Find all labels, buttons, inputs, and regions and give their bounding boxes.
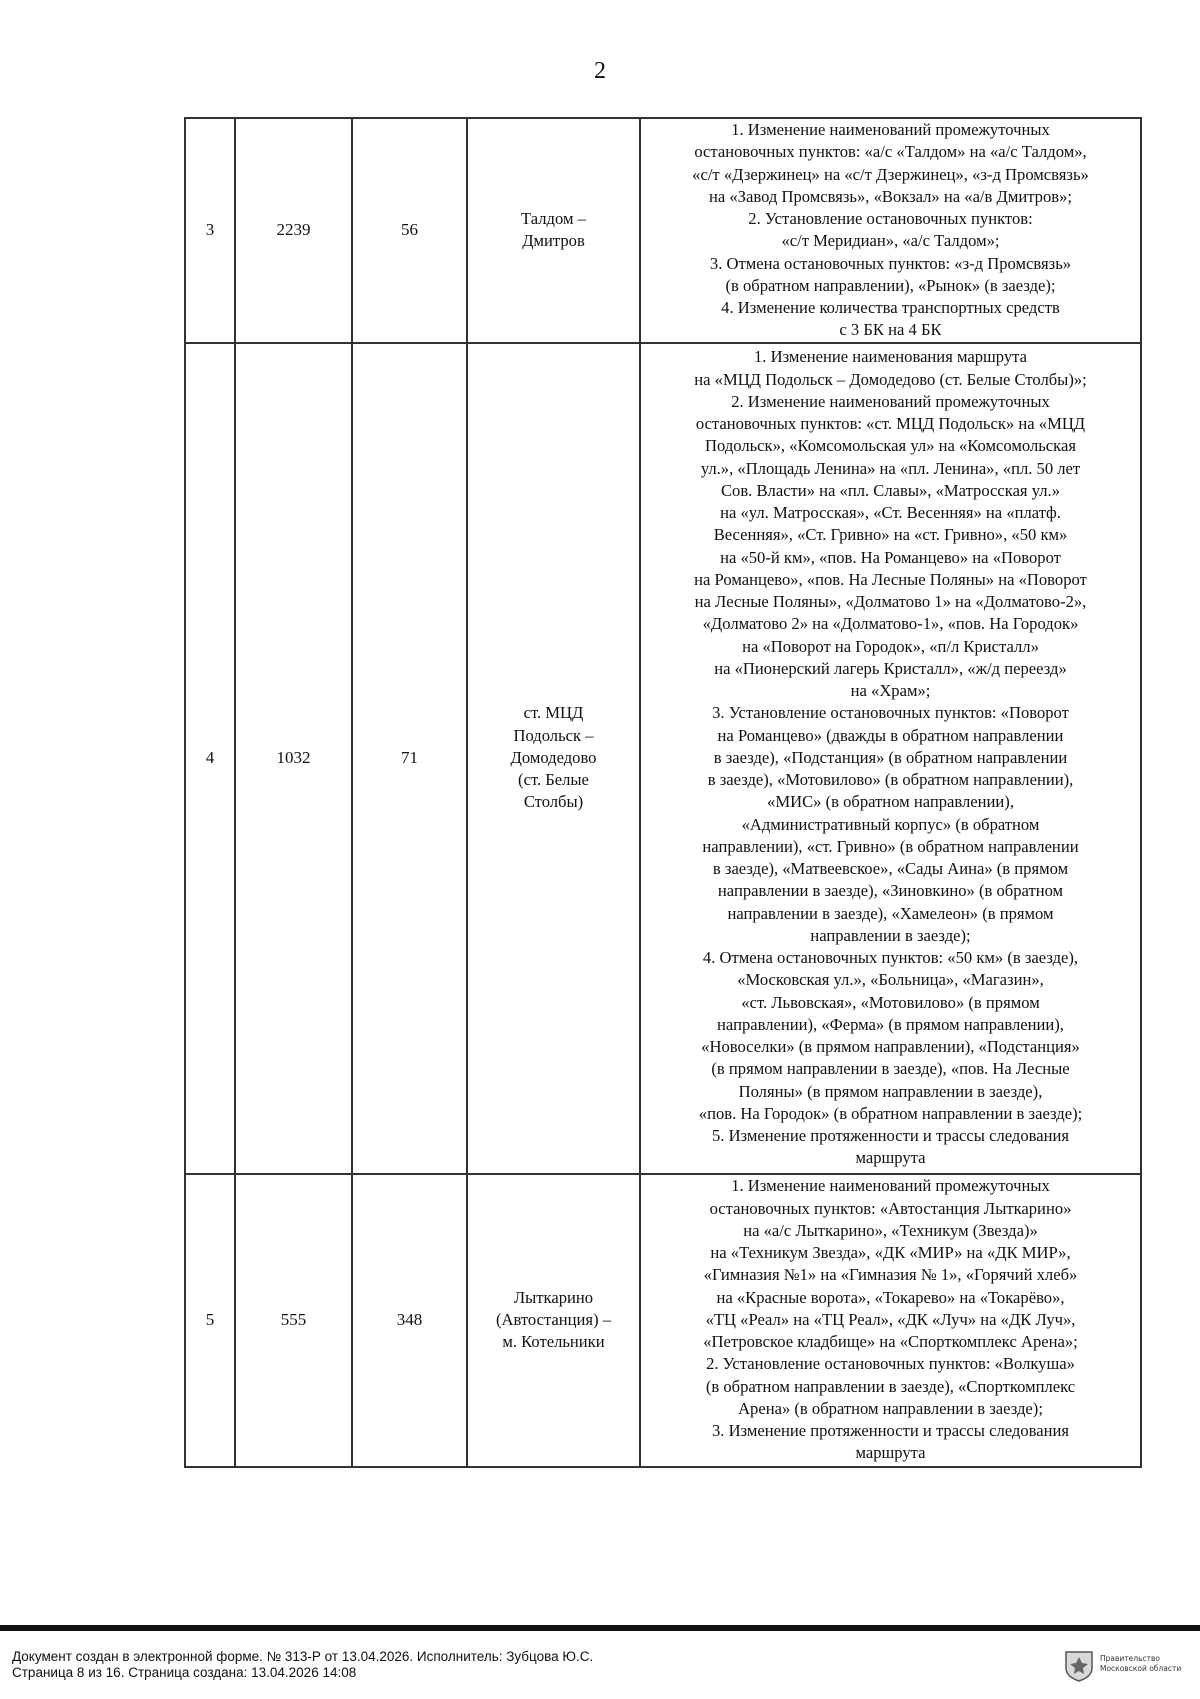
changes-line: с 3 БК на 4 БК <box>839 320 942 340</box>
changes-line: на Романцево» (дважды в обратном направлении <box>717 725 1064 745</box>
route-name-cell <box>467 343 640 1174</box>
changes-line: 2. Установление остановочных пунктов: <box>748 209 1033 228</box>
changes-line: в заезде), «Мотовилово» (в обратном направлении), <box>707 770 1074 790</box>
route-code-cell: 555 <box>235 1174 352 1467</box>
changes-line: остановочных пунктов: «Автостанция Лыткарино» <box>709 1198 1072 1218</box>
table-row <box>185 1174 1141 1467</box>
route-name-line: Талдом – <box>521 209 586 228</box>
changes-line: 3. Изменение протяженности и трассы следования <box>711 1421 1069 1441</box>
changes-line: на «Техникум Звезда», «ДК «МИР» на «ДК МИР», <box>710 1243 1071 1263</box>
changes-line: остановочных пунктов: «ст. МЦД Подольск» на «МЦД <box>695 414 1086 434</box>
changes-line: на «Поворот на Городок», «п/л Кристалл» <box>742 636 1039 656</box>
changes-line: 4. Отмена остановочных пунктов: «50 км» (в заезде), <box>702 948 1079 968</box>
changes-line: на «МЦД Подольск – Домодедово (ст. Белые Столбы)»; <box>694 369 1087 389</box>
changes-line: направлении в заезде), «Хамелеон» (в прямом <box>727 903 1054 923</box>
route-name-line: Домодедово <box>510 747 597 767</box>
changes-line: направлении в заезде), «Зиновкино» (в обратном <box>717 881 1064 901</box>
route-name-line: Лыткарино <box>513 1287 594 1307</box>
changes-line: Арена» (в обратном направлении в заезде); <box>738 1398 1043 1418</box>
changes-line: на «50-й км», «пов. На Романцево» на «Поворот <box>720 547 1061 567</box>
changes-line: 1. Изменение наименований промежуточных <box>731 120 1050 139</box>
changes-line: 3. Установление остановочных пунктов: «Поворот <box>712 703 1069 723</box>
row-number-cell: 4 <box>185 343 235 1174</box>
changes-line: остановочных пунктов: «а/с «Талдом» на «а/с Талдом», <box>694 142 1087 162</box>
changes-line: Весенняя», «Ст. Гривно» на «ст. Гривно», «50 км» <box>713 525 1068 545</box>
changes-line: Поляны» (в прямом направлении в заезде), <box>738 1081 1043 1101</box>
changes-line: «с/т Меридиан», «а/с Талдом»; <box>781 231 1000 251</box>
changes-line: на Лесные Поляны», «Долматово 1» на «Долматово-2», <box>694 592 1087 612</box>
changes-line: «пов. На Городок» (в обратном направлении в заезде); <box>698 1103 1083 1123</box>
changes-line: на «ул. Матросская», «Ст. Весенняя» на «платф. <box>720 503 1061 523</box>
changes-line: 1. Изменение наименований промежуточных <box>731 1176 1050 1196</box>
route-name-line: Столбы) <box>523 792 584 812</box>
route-name-line: Подольск – <box>513 725 594 745</box>
changes-line: Сов. Власти» на «пл. Славы», «Матросская ул.» <box>720 480 1061 500</box>
changes-line: «с/т «Дзержинец» на «с/т Дзержинец», «з-д Промсвязь» <box>692 164 1089 184</box>
changes-cell <box>640 343 1141 1174</box>
changes-line: «ст. Львовская», «Мотовилово» (в прямом <box>741 992 1040 1012</box>
count-cell: 348 <box>352 1174 467 1467</box>
changes-line: в заезде), «Подстанция» (в обратном направлении <box>713 747 1068 767</box>
changes-line: «Административный корпус» (в обратном <box>741 814 1040 834</box>
route-name-line: Дмитров <box>522 231 585 251</box>
footer-document-info <box>12 1649 593 1681</box>
changes-line: (в обратном направлении в заезде), «Спорткомплекс <box>705 1376 1076 1396</box>
changes-line: направлении в заезде); <box>810 925 971 945</box>
row-number-cell: 5 <box>185 1174 235 1467</box>
changes-line: маршрута <box>855 1148 926 1168</box>
changes-line: направлении), «ст. Гривно» (в обратном направлении <box>702 836 1079 856</box>
government-name: Правительство Московской области <box>1100 1654 1182 1673</box>
changes-line: на «а/с Лыткарино», «Техникум (Звезда)» <box>743 1220 1038 1240</box>
footer-line-page: Страница 8 из 16. Страница создана: 13.04.2026 14:08 <box>12 1665 357 1680</box>
changes-cell <box>640 118 1141 343</box>
changes-line: «Долматово 2» на «Долматово-1», «пов. На Городок» <box>702 614 1079 634</box>
changes-line: «ТЦ «Реал» на «ТЦ Реал», «ДК «Луч» на «ДК Луч», <box>705 1309 1076 1329</box>
changes-line: «Гимназия №1» на «Гимназия № 1», «Горячий хлеб» <box>703 1265 1078 1285</box>
count-cell: 71 <box>352 343 467 1174</box>
footer-line-document: Документ создан в электронной форме. № 313-Р от 13.04.2026. Исполнитель: Зубцова Ю.С. <box>12 1649 594 1664</box>
route-code-cell: 1032 <box>235 343 352 1174</box>
changes-line: «Новоселки» (в прямом направлении), «Подстанция» <box>701 1037 1080 1057</box>
changes-line: 2. Установление остановочных пунктов: «Волкуша» <box>706 1354 1075 1374</box>
changes-line: на «Храм»; <box>850 681 931 701</box>
page-number: 2 <box>594 58 606 84</box>
routes-table <box>184 117 1142 1468</box>
changes-line: 5. Изменение протяженности и трассы следования <box>711 1126 1069 1146</box>
route-code-cell: 2239 <box>235 118 352 343</box>
row-number-cell: 3 <box>185 118 235 343</box>
changes-line: маршрута <box>855 1443 926 1463</box>
changes-line: на «Завод Промсвязь», «Вокзал» на «а/в Дмитров»; <box>708 186 1073 206</box>
table-row <box>185 343 1141 1174</box>
count-cell: 56 <box>352 118 467 343</box>
route-name-line: ст. МЦД <box>523 703 584 723</box>
changes-line: (в прямом направлении в заезде), «пов. На Лесные <box>711 1059 1070 1079</box>
changes-line: «МИС» (в обратном направлении), <box>767 792 1014 812</box>
changes-line: направлении), «Ферма» (в прямом направлении), <box>717 1014 1064 1034</box>
changes-line: на «Пионерский лагерь Кристалл», «ж/д переезд» <box>714 658 1067 678</box>
route-name-cell <box>467 118 640 343</box>
changes-cell <box>640 1174 1141 1467</box>
route-name-line: (Автостанция) – <box>495 1309 612 1329</box>
changes-line: 1. Изменение наименования маршрута <box>754 347 1027 367</box>
changes-line: Подольск», «Комсомольская ул» на «Комсомольская <box>705 436 1076 456</box>
changes-line: 3. Отмена остановочных пунктов: «з-д Промсвязь» <box>709 253 1072 273</box>
changes-line: в заезде), «Матвеевское», «Сады Аина» (в прямом <box>712 859 1069 879</box>
route-name-line: (ст. Белые <box>518 770 589 790</box>
changes-line: ул.», «Площадь Ленина» на «пл. Ленина», «пл. 50 лет <box>700 458 1081 478</box>
changes-line: на «Красные ворота», «Токарево» на «Токарёво», <box>716 1287 1065 1307</box>
changes-line: на Романцево», «пов. На Лесные Поляны» на «Поворот <box>694 569 1087 589</box>
route-name-line: м. Котельники <box>502 1332 605 1352</box>
changes-line: 2. Изменение наименований промежуточных <box>731 391 1050 411</box>
changes-line: (в обратном направлении), «Рынок» (в заезде); <box>725 275 1056 295</box>
changes-line: «Петровское кладбище» на «Спорткомплекс Арена»; <box>703 1332 1078 1352</box>
footer-divider <box>0 1625 1200 1631</box>
coat-of-arms-icon <box>1064 1650 1094 1682</box>
changes-line: 4. Изменение количества транспортных средств <box>721 298 1060 317</box>
route-name-cell <box>467 1174 640 1467</box>
changes-line: «Московская ул.», «Больница», «Магазин», <box>737 970 1044 990</box>
government-logo <box>1064 1648 1200 1684</box>
table-row <box>185 118 1141 343</box>
